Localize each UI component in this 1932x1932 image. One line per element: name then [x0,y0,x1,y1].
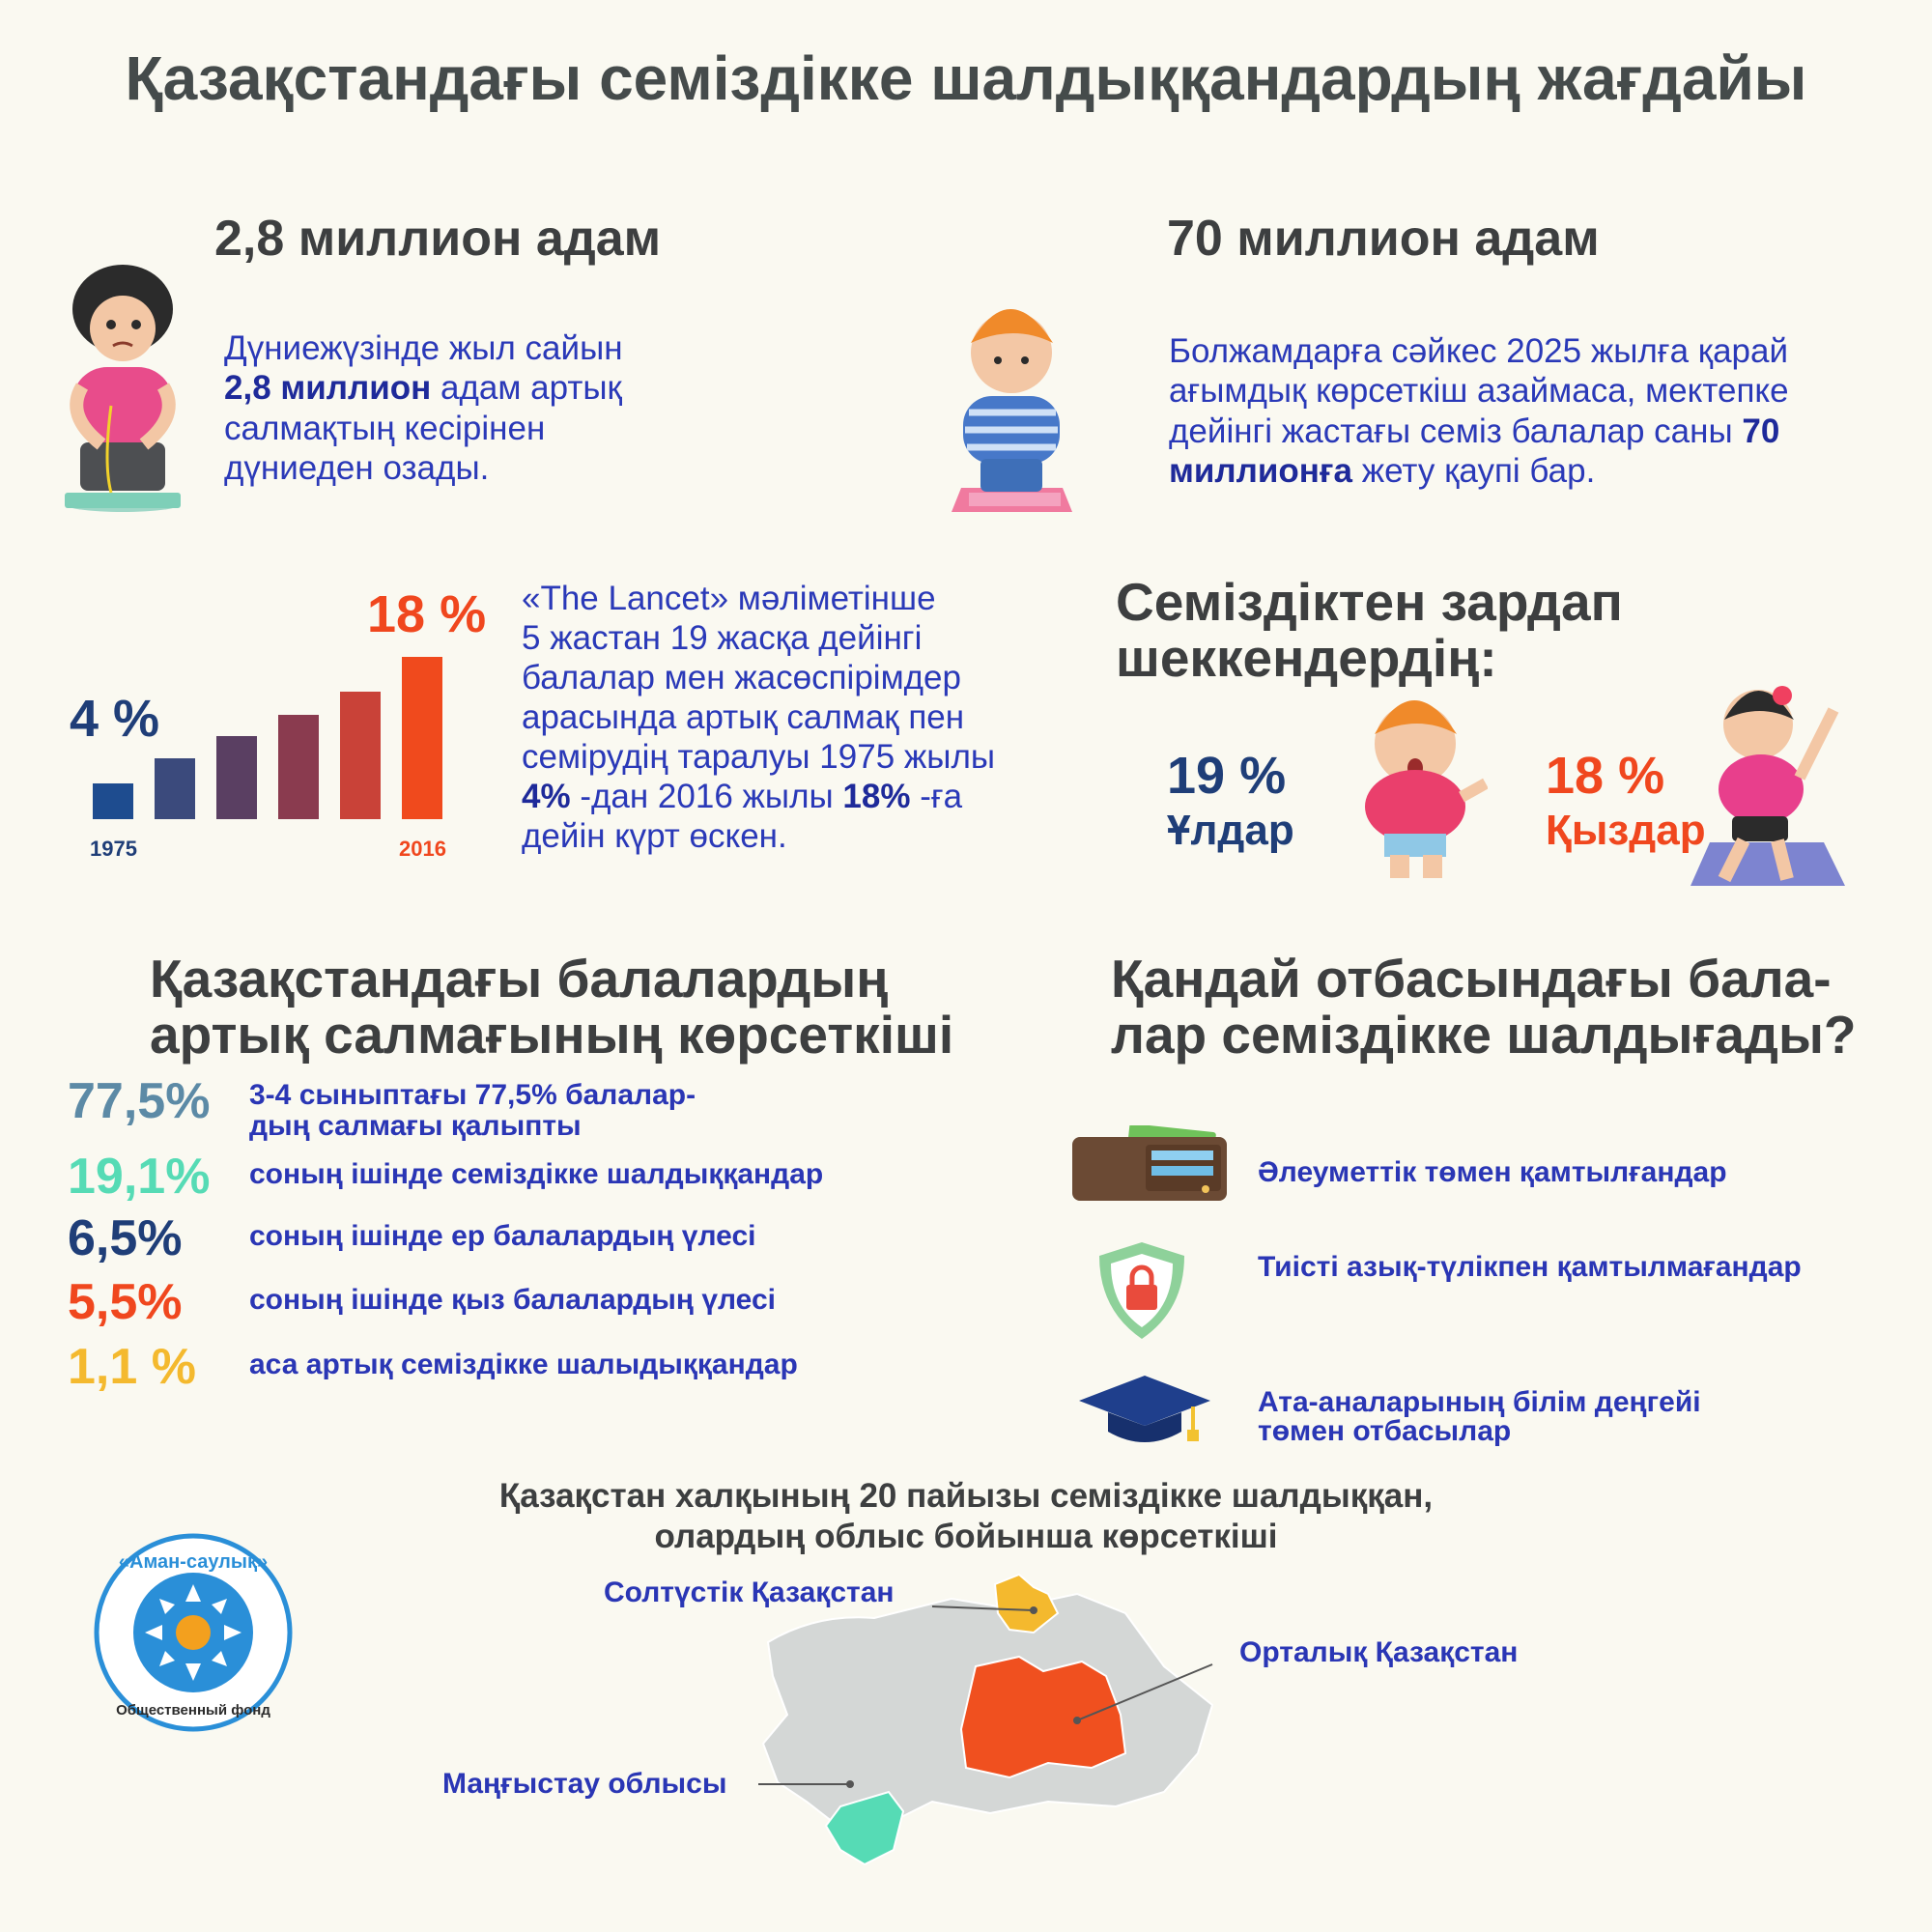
stat1-text-after: адам артық салмақтың кесірінен дүниеден озады. [224,369,622,487]
kz-children-heading [150,949,954,1065]
family-item-low-income: Әлеуметтік төмен қамтылғандар [1258,1156,1727,1188]
families-heading [1111,949,1857,1065]
stat1-heading: 2,8 миллион адам [214,211,662,267]
kz-children-text: аса артық семіздікке шалыдыққандар [249,1349,798,1380]
girls-pct: 18 % [1546,747,1665,805]
bar-chart [93,645,460,819]
kz-children-pct: 1,1 % [68,1339,196,1395]
map-heading-line: Қазақстан халқының 20 пайызы семіздікке шалдыққан, [498,1477,1434,1515]
chart-bar [155,758,195,819]
stat2-heading: 70 миллион адам [1167,211,1600,267]
lancet-line: семірудің таралуы 1975 жылы [522,737,996,776]
lancet-line: арасында артық салмақ пен [522,697,965,736]
boys-label: Ұлдар [1167,807,1294,854]
chart-bar [93,783,133,819]
lancet-line: -ға [920,777,963,815]
chart-bar [402,657,442,819]
map-label-north: Солтүстік Қазақстан [604,1577,895,1608]
lancet-line: 5 жастан 19 жасқа дейінгі [522,618,923,657]
stat1-text-before: Дүниежүзінде жыл сайын [224,329,623,367]
kz-children-pct: 19,1% [68,1149,211,1205]
chart-start-label: 4 % [70,690,160,748]
kz-children-text: соның ішінде семіздікке шалдыққандар [249,1158,824,1190]
chart-end-label: 18 % [367,585,487,643]
kz-children-heading-line: артық салмағының көрсеткіші [150,1004,954,1065]
shield-lock-icon [1094,1238,1190,1345]
logo-top-text: «Аман-саулық» [118,1551,269,1573]
victims-heading [1116,572,1623,688]
map-label-mangystau: Маңғыстау облысы [442,1768,727,1800]
map-heading-line: олардың облыс бойынша көрсеткіші [654,1518,1278,1555]
kz-children-pct: 6,5% [68,1210,183,1266]
chart-bar [340,692,381,819]
stat1-text-bold: 2,8 миллион [224,369,432,408]
stat2-text [1169,331,1884,491]
lancet-line: балалар мен жасөспірімдер [522,658,961,696]
family-item-no-food: Тиісті азық-түлікпен қамтылмағандар [1258,1251,1802,1283]
page-title: Қазақстандағы семіздікке шалдыққандардың жағдайы [125,43,1807,113]
lancet-line: «The Lancet» мәліметінше [522,580,936,617]
kz-children-text: 3-4 сыныптағы 77,5% балалар- дың салмағы қалыпты [249,1079,696,1142]
logo-bottom-text: Общественный фонд [116,1702,270,1719]
girls-label: Қыздар [1546,807,1706,854]
scale-icon [65,493,181,508]
kz-children-text: соның ішінде ер балалардың үлесі [249,1220,756,1252]
girl-exercising-illustration [1686,681,1850,889]
aman-saulyk-logo [92,1531,295,1734]
stat2-text-before: Болжамдарға сәйкес 2025 жылға қарай ағымдық көрсеткіш азаймаса, мектепке дейінгі жастағы семіз балалар саны [1169,332,1789,450]
graduation-cap-icon [1077,1372,1212,1449]
overweight-boy-illustration [942,304,1082,522]
boy-running-illustration [1348,691,1488,884]
stat2-text-bold: 70 миллионға [1169,412,1780,490]
families-heading-line: лар семіздікке шалдығады? [1111,1004,1857,1065]
victims-heading-line: шеккендердің: [1116,627,1497,688]
kz-children-text: соның ішінде қыз балалардың үлесі [249,1284,776,1316]
kz-children-heading-line: Қазақстандағы балалардың [150,949,889,1009]
lancet-bold: 4% [522,777,571,815]
kz-children-pct: 5,5% [68,1274,183,1330]
chart-x-end-label: 2016 [399,837,446,861]
families-heading-line: Қандай отбасындағы бала- [1111,949,1832,1009]
lancet-text [522,580,1063,857]
overweight-woman-illustration [53,261,193,512]
boys-pct: 19 % [1167,747,1287,805]
lancet-bold: 18% [842,777,911,815]
stat2-text-after: жету қаупі бар. [1361,451,1596,490]
chart-bar [216,736,257,819]
kz-children-pct: 77,5% [68,1073,211,1129]
family-item-low-education: Ата-аналарының білім деңгейі төмен отбасылар [1258,1386,1701,1447]
lancet-line: -дан 2016 жылы [580,777,834,815]
map-label-central: Орталық Қазақстан [1239,1636,1519,1668]
lancet-line: дейін күрт өскен. [522,816,787,855]
stat1-text [224,328,688,488]
chart-bar [278,715,319,819]
victims-heading-line: Семіздіктен зардап [1116,572,1623,632]
map-region-central [961,1657,1125,1777]
chart-x-start-label: 1975 [90,837,137,861]
wallet-icon [1070,1125,1230,1203]
